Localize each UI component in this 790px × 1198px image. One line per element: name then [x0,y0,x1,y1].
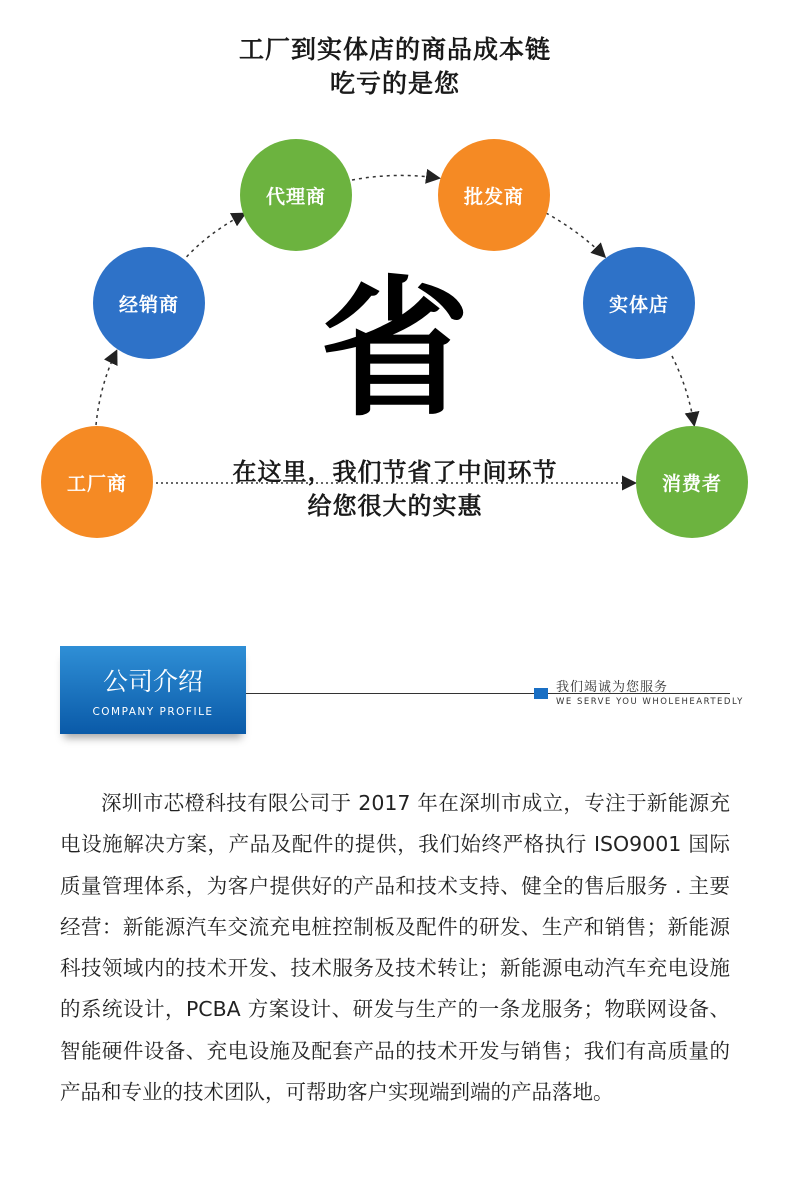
node-retail-store [583,247,695,359]
divider-accent-block [534,688,548,699]
connector-distributor-agent [182,214,244,262]
middle-message-line-2: 给您很大的实惠 [307,492,483,520]
slogan-english: WE SERVE YOU WHOLEHEARTEDLY [556,697,744,707]
node-factory-label: 工厂商 [66,472,127,495]
connector-factory-distributor [96,352,116,425]
node-wholesaler [438,139,550,251]
connector-agent-wholesaler [352,175,438,180]
company-profile-title: 公司介绍 [102,667,203,696]
node-consumer-label: 消费者 [661,472,722,495]
heading-line-1: 工厂到实体店的商品成本链 [238,35,551,64]
node-agent [240,139,352,251]
node-distributor-label: 经销商 [118,293,179,316]
middle-message-line-1: 在这里，我们节省了中间环节 [232,458,558,486]
connector-wholesaler-store [546,213,604,256]
company-profile-badge [60,646,246,734]
node-retail-store-label: 实体店 [608,293,669,316]
slogan-chinese: 我们竭诚为您服务 [556,680,669,695]
heading-line-2: 吃亏的是您 [329,69,460,98]
company-intro-paragraph: 深圳市芯橙科技有限公司于 2017 年在深圳市成立，专注于新能源充电设施解决方案，产品及配件的提供，我们始终严格执行 ISO9001 国际质量管理体系，为客户提供好的产品和技术支持、健全的售后服务 . 主要经营：新能源汽车交流充电桩控制板及配件的研发、生产和销售；新能源科技领域内的技术开发、技术服务及技术转让；新能源电动汽车充电设施的系统设计，PCBA 方案设计、研发与生产的一条龙服务；物联网设备、智能硬件设备、充电设施及配套产品的技术开发与销售；我们有高质量的产品和专业的技术团队，可帮助客户实现端到端的产品落地。 [60,791,730,1105]
save-character: 省 [319,263,470,437]
company-profile-subtitle: COMPANY PROFILE [92,706,214,718]
node-wholesaler-label: 批发商 [463,185,524,208]
node-agent-label: 代理商 [265,185,326,208]
node-distributor [93,247,205,359]
connector-store-consumer [672,356,694,424]
